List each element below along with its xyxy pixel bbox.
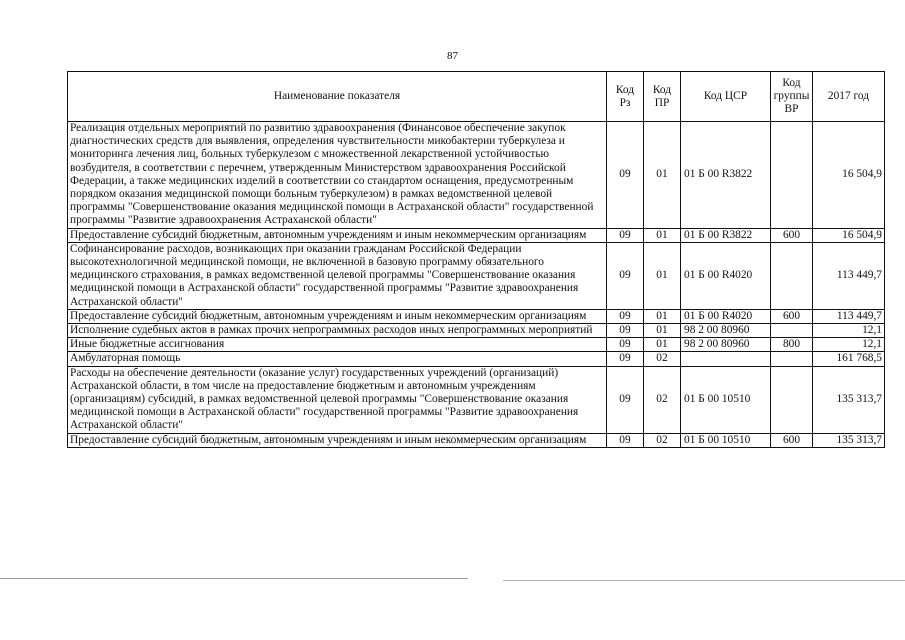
row-vr bbox=[771, 122, 813, 229]
table-row bbox=[68, 309, 885, 323]
row-name: Предоставление субсидий бюджетным, автономным учреждениям и иным некоммерческим организациям bbox=[68, 309, 607, 323]
header-rz bbox=[607, 72, 644, 122]
header-vr-label-line2: группы bbox=[773, 90, 810, 102]
row-pr: 01 bbox=[644, 324, 681, 338]
header-csr bbox=[681, 72, 771, 122]
page-number: 87 bbox=[447, 50, 458, 62]
row-amount: 12,1 bbox=[813, 338, 885, 352]
row-vr bbox=[771, 242, 813, 309]
table-row bbox=[68, 433, 885, 447]
page-footer-rule-right bbox=[503, 580, 905, 581]
table-row bbox=[68, 324, 885, 338]
row-rz: 09 bbox=[607, 242, 644, 309]
row-rz: 09 bbox=[607, 338, 644, 352]
row-vr bbox=[771, 366, 813, 433]
row-rz: 09 bbox=[607, 433, 644, 447]
header-csr-label: Код ЦСР bbox=[703, 90, 748, 102]
row-pr: 02 bbox=[644, 433, 681, 447]
row-rz: 09 bbox=[607, 352, 644, 366]
table-row bbox=[68, 242, 885, 309]
row-rz: 09 bbox=[607, 122, 644, 229]
row-amount: 16 504,9 bbox=[813, 122, 885, 229]
row-amount: 113 449,7 bbox=[813, 309, 885, 323]
row-name: Реализация отдельных мероприятий по развитию здравоохранения (Финансовое обеспечение закупок диагностических средств для выявления, определения чувствительности микобактерии туберкулеза и мониторинга лечения лиц, больных туберкулезом с множественной лекарственной устойчивостью возбудителя, в соответствии с перечнем, утвержденным Министерством здравоохранения Российской Федерации, а также медицинских изделий в соответствии со стандартом оснащения, предусмотренным порядком оказания медицинской помощи больным туберкулезом) в рамках ведомственной целевой программы "Совершенствование оказания медицинской помощи в Астраханской области" государственной программы "Развитие здравоохранения Астраханской области" bbox=[68, 122, 607, 229]
row-vr: 600 bbox=[771, 309, 813, 323]
row-csr: 98 2 00 80960 bbox=[681, 338, 771, 352]
header-pr bbox=[644, 72, 681, 122]
row-amount: 12,1 bbox=[813, 324, 885, 338]
row-vr: 600 bbox=[771, 228, 813, 242]
row-name: Предоставление субсидий бюджетным, автономным учреждениям и иным некоммерческим организациям bbox=[68, 228, 607, 242]
header-name bbox=[68, 72, 607, 122]
header-name-label: Наименование показателя bbox=[273, 90, 401, 102]
row-pr: 01 bbox=[644, 338, 681, 352]
header-year bbox=[813, 72, 885, 122]
row-rz: 09 bbox=[607, 309, 644, 323]
row-amount: 113 449,7 bbox=[813, 242, 885, 309]
row-csr: 01 Б 00 10510 bbox=[681, 433, 771, 447]
row-amount: 135 313,7 bbox=[813, 433, 885, 447]
header-vr-label-line3: ВР bbox=[784, 103, 799, 115]
row-csr: 01 Б 00 R3822 bbox=[681, 122, 771, 229]
table-row bbox=[68, 228, 885, 242]
row-csr: 01 Б 00 R4020 bbox=[681, 309, 771, 323]
row-name: Исполнение судебных актов в рамках прочих непрограммных расходов иных непрограммных мероприятий bbox=[68, 324, 607, 338]
row-pr: 01 bbox=[644, 309, 681, 323]
table-header-row bbox=[68, 72, 885, 122]
row-rz: 09 bbox=[607, 366, 644, 433]
row-csr: 01 Б 00 10510 bbox=[681, 366, 771, 433]
table-row bbox=[68, 338, 885, 352]
row-vr bbox=[771, 324, 813, 338]
table-row bbox=[68, 352, 885, 366]
table-row bbox=[68, 122, 885, 229]
row-pr: 01 bbox=[644, 228, 681, 242]
header-vr-label-line1: Код bbox=[782, 77, 801, 89]
row-pr: 02 bbox=[644, 352, 681, 366]
row-csr bbox=[681, 352, 771, 366]
header-rz-label-line1: Код bbox=[615, 83, 635, 96]
budget-table bbox=[67, 71, 885, 448]
row-rz: 09 bbox=[607, 324, 644, 338]
header-year-label: 2017 год bbox=[827, 90, 870, 102]
row-vr: 600 bbox=[771, 433, 813, 447]
row-pr: 01 bbox=[644, 242, 681, 309]
header-pr-label-line2: ПР bbox=[654, 96, 670, 109]
table-row bbox=[68, 366, 885, 433]
row-vr: 800 bbox=[771, 338, 813, 352]
row-csr: 98 2 00 80960 bbox=[681, 324, 771, 338]
header-pr-label-line1: Код bbox=[652, 83, 672, 96]
row-name: Софинансирование расходов, возникающих при оказании гражданам Российской Федерации высокотехнологичной медицинской помощи, не включенной в базовую программу обязательного медицинского страхования, в рамках ведомственной целевой программы "Совершенствование оказания медицинской помощи в Астраханской области" государственной программы "Развитие здравоохранения Астраханской области" bbox=[68, 242, 607, 309]
page-footer-rule bbox=[0, 578, 468, 579]
row-vr bbox=[771, 352, 813, 366]
row-csr: 01 Б 00 R4020 bbox=[681, 242, 771, 309]
row-pr: 01 bbox=[644, 122, 681, 229]
row-name: Предоставление субсидий бюджетным, автономным учреждениям и иным некоммерческим организациям bbox=[68, 433, 607, 447]
row-amount: 16 504,9 bbox=[813, 228, 885, 242]
row-rz: 09 bbox=[607, 228, 644, 242]
row-name: Расходы на обеспечение деятельности (оказание услуг) государственных учреждений (организаций) Астраханской области, в том числе на предоставление бюджетным и автономным учреждениям (организациям) субсидий, в рамках ведомственной целевой программы "Совершенствование оказания медицинской помощи в Астраханской области" государственной программы "Развитие здравоохранения Астраханской области" bbox=[68, 366, 607, 433]
row-pr: 02 bbox=[644, 366, 681, 433]
row-csr: 01 Б 00 R3822 bbox=[681, 228, 771, 242]
row-name: Амбулаторная помощь bbox=[68, 352, 607, 366]
row-amount: 135 313,7 bbox=[813, 366, 885, 433]
row-name: Иные бюджетные ассигнования bbox=[68, 338, 607, 352]
header-rz-label-line2: Рз bbox=[619, 96, 631, 109]
row-amount: 161 768,5 bbox=[813, 352, 885, 366]
header-vr bbox=[771, 72, 813, 122]
